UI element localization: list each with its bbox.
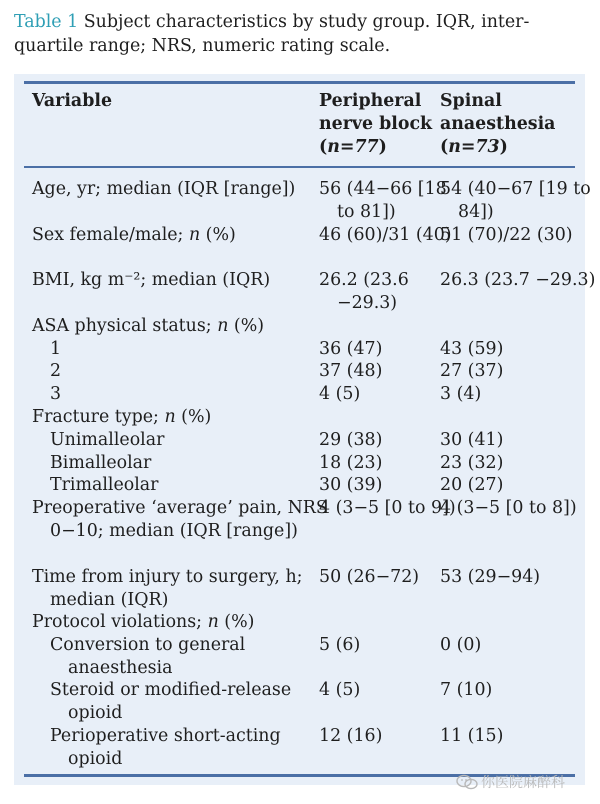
header-pnb-n: (n=77)	[319, 137, 387, 157]
cell-peripheral-nerve-block: 18 (23)	[319, 453, 383, 473]
cell-spinal-anaesthesia: 0 (0)	[440, 635, 482, 655]
wechat-icon	[456, 774, 478, 790]
header-variable: Variable	[32, 91, 113, 111]
header-spinal-anaesthesia	[440, 90, 555, 159]
cell-variable: Steroid or modified-release opioid	[50, 680, 292, 723]
cell-variable: Bimalleolar	[50, 453, 152, 473]
header-peripheral-nerve-block	[319, 90, 432, 159]
cell-peripheral-nerve-block: 12 (16)	[319, 726, 383, 746]
header-rule	[24, 166, 575, 168]
cell-variable: Time from injury to surgery, h; median (IQR)	[32, 567, 303, 610]
cell-variable: Perioperative short-acting opioid	[50, 726, 281, 769]
cell-peripheral-nerve-block: 56 (44−66 [18 to 81])	[319, 179, 447, 222]
cell-variable: 3	[50, 384, 62, 404]
header-spinal-line1: Spinal	[440, 91, 502, 111]
cell-spinal-anaesthesia: 3 (4)	[440, 384, 482, 404]
cell-variable: 2	[50, 361, 62, 381]
cell-spinal-anaesthesia: 20 (27)	[440, 475, 504, 495]
cell-peripheral-nerve-block: 29 (38)	[319, 430, 383, 450]
cell-variable: Conversion to general anaesthesia	[50, 635, 246, 678]
cell-variable: Preoperative ‘average’ pain, NRS 0−10; median (IQR [range])	[32, 498, 328, 541]
cell-variable: ASA physical status; n (%)	[32, 316, 265, 336]
cell-peripheral-nerve-block: 37 (48)	[319, 361, 383, 381]
cell-peripheral-nerve-block: 50 (26−72)	[319, 567, 420, 587]
cell-spinal-anaesthesia: 43 (59)	[440, 339, 504, 359]
cell-peripheral-nerve-block: 4 (3−5 [0 to 9])	[319, 498, 456, 518]
cell-spinal-anaesthesia: 27 (37)	[440, 361, 504, 381]
cell-spinal-anaesthesia: 23 (32)	[440, 453, 504, 473]
caption-label: Table 1	[14, 12, 79, 32]
cell-spinal-anaesthesia: 11 (15)	[440, 726, 504, 746]
watermark-text: 你医院麻醉科	[481, 775, 565, 791]
cell-peripheral-nerve-block: 26.2 (23.6 −29.3)	[319, 270, 409, 313]
header-spinal-line2: anaesthesia	[440, 114, 556, 134]
cell-peripheral-nerve-block: 4 (5)	[319, 680, 361, 700]
cell-peripheral-nerve-block: 5 (6)	[319, 635, 361, 655]
header-pnb-line2: nerve block	[319, 114, 433, 134]
cell-variable: BMI, kg m⁻²; median (IQR)	[32, 270, 271, 290]
cell-variable: Protocol violations; n (%)	[32, 612, 255, 632]
cell-peripheral-nerve-block: 30 (39)	[319, 475, 383, 495]
caption-text: Subject characteristics by study group. IQR, inter-quartile range; NRS, numeric rating scale.	[14, 12, 530, 56]
cell-variable: Trimalleolar	[50, 475, 159, 495]
n-symbol: n=77	[327, 137, 379, 157]
cell-peripheral-nerve-block: 36 (47)	[319, 339, 383, 359]
cell-spinal-anaesthesia: 51 (70)/22 (30)	[440, 225, 573, 245]
cell-peripheral-nerve-block: 4 (5)	[319, 384, 361, 404]
cell-spinal-anaesthesia: 4 (3−5 [0 to 8])	[440, 498, 577, 518]
cell-spinal-anaesthesia: 7 (10)	[440, 680, 493, 700]
cell-variable: Age, yr; median (IQR [range])	[32, 179, 296, 199]
cell-spinal-anaesthesia: 26.3 (23.7 −29.3)	[440, 270, 596, 290]
cell-variable: Sex female/male; n (%)	[32, 225, 236, 245]
cell-spinal-anaesthesia: 53 (29−94)	[440, 567, 541, 587]
cell-variable: Fracture type; n (%)	[32, 407, 212, 427]
watermark	[456, 772, 565, 792]
table-top-rule	[24, 81, 575, 84]
n-symbol: n=73	[448, 137, 500, 157]
header-pnb-line1: Peripheral	[319, 91, 422, 111]
cell-spinal-anaesthesia: 54 (40−67 [19 to 84])	[440, 179, 591, 222]
cell-variable: 1	[50, 339, 62, 359]
cell-spinal-anaesthesia: 30 (41)	[440, 430, 504, 450]
header-spinal-n: (n=73)	[440, 137, 508, 157]
cell-peripheral-nerve-block: 46 (60)/31 (40)	[319, 225, 452, 245]
cell-variable: Unimalleolar	[50, 430, 165, 450]
table-caption	[14, 10, 580, 58]
